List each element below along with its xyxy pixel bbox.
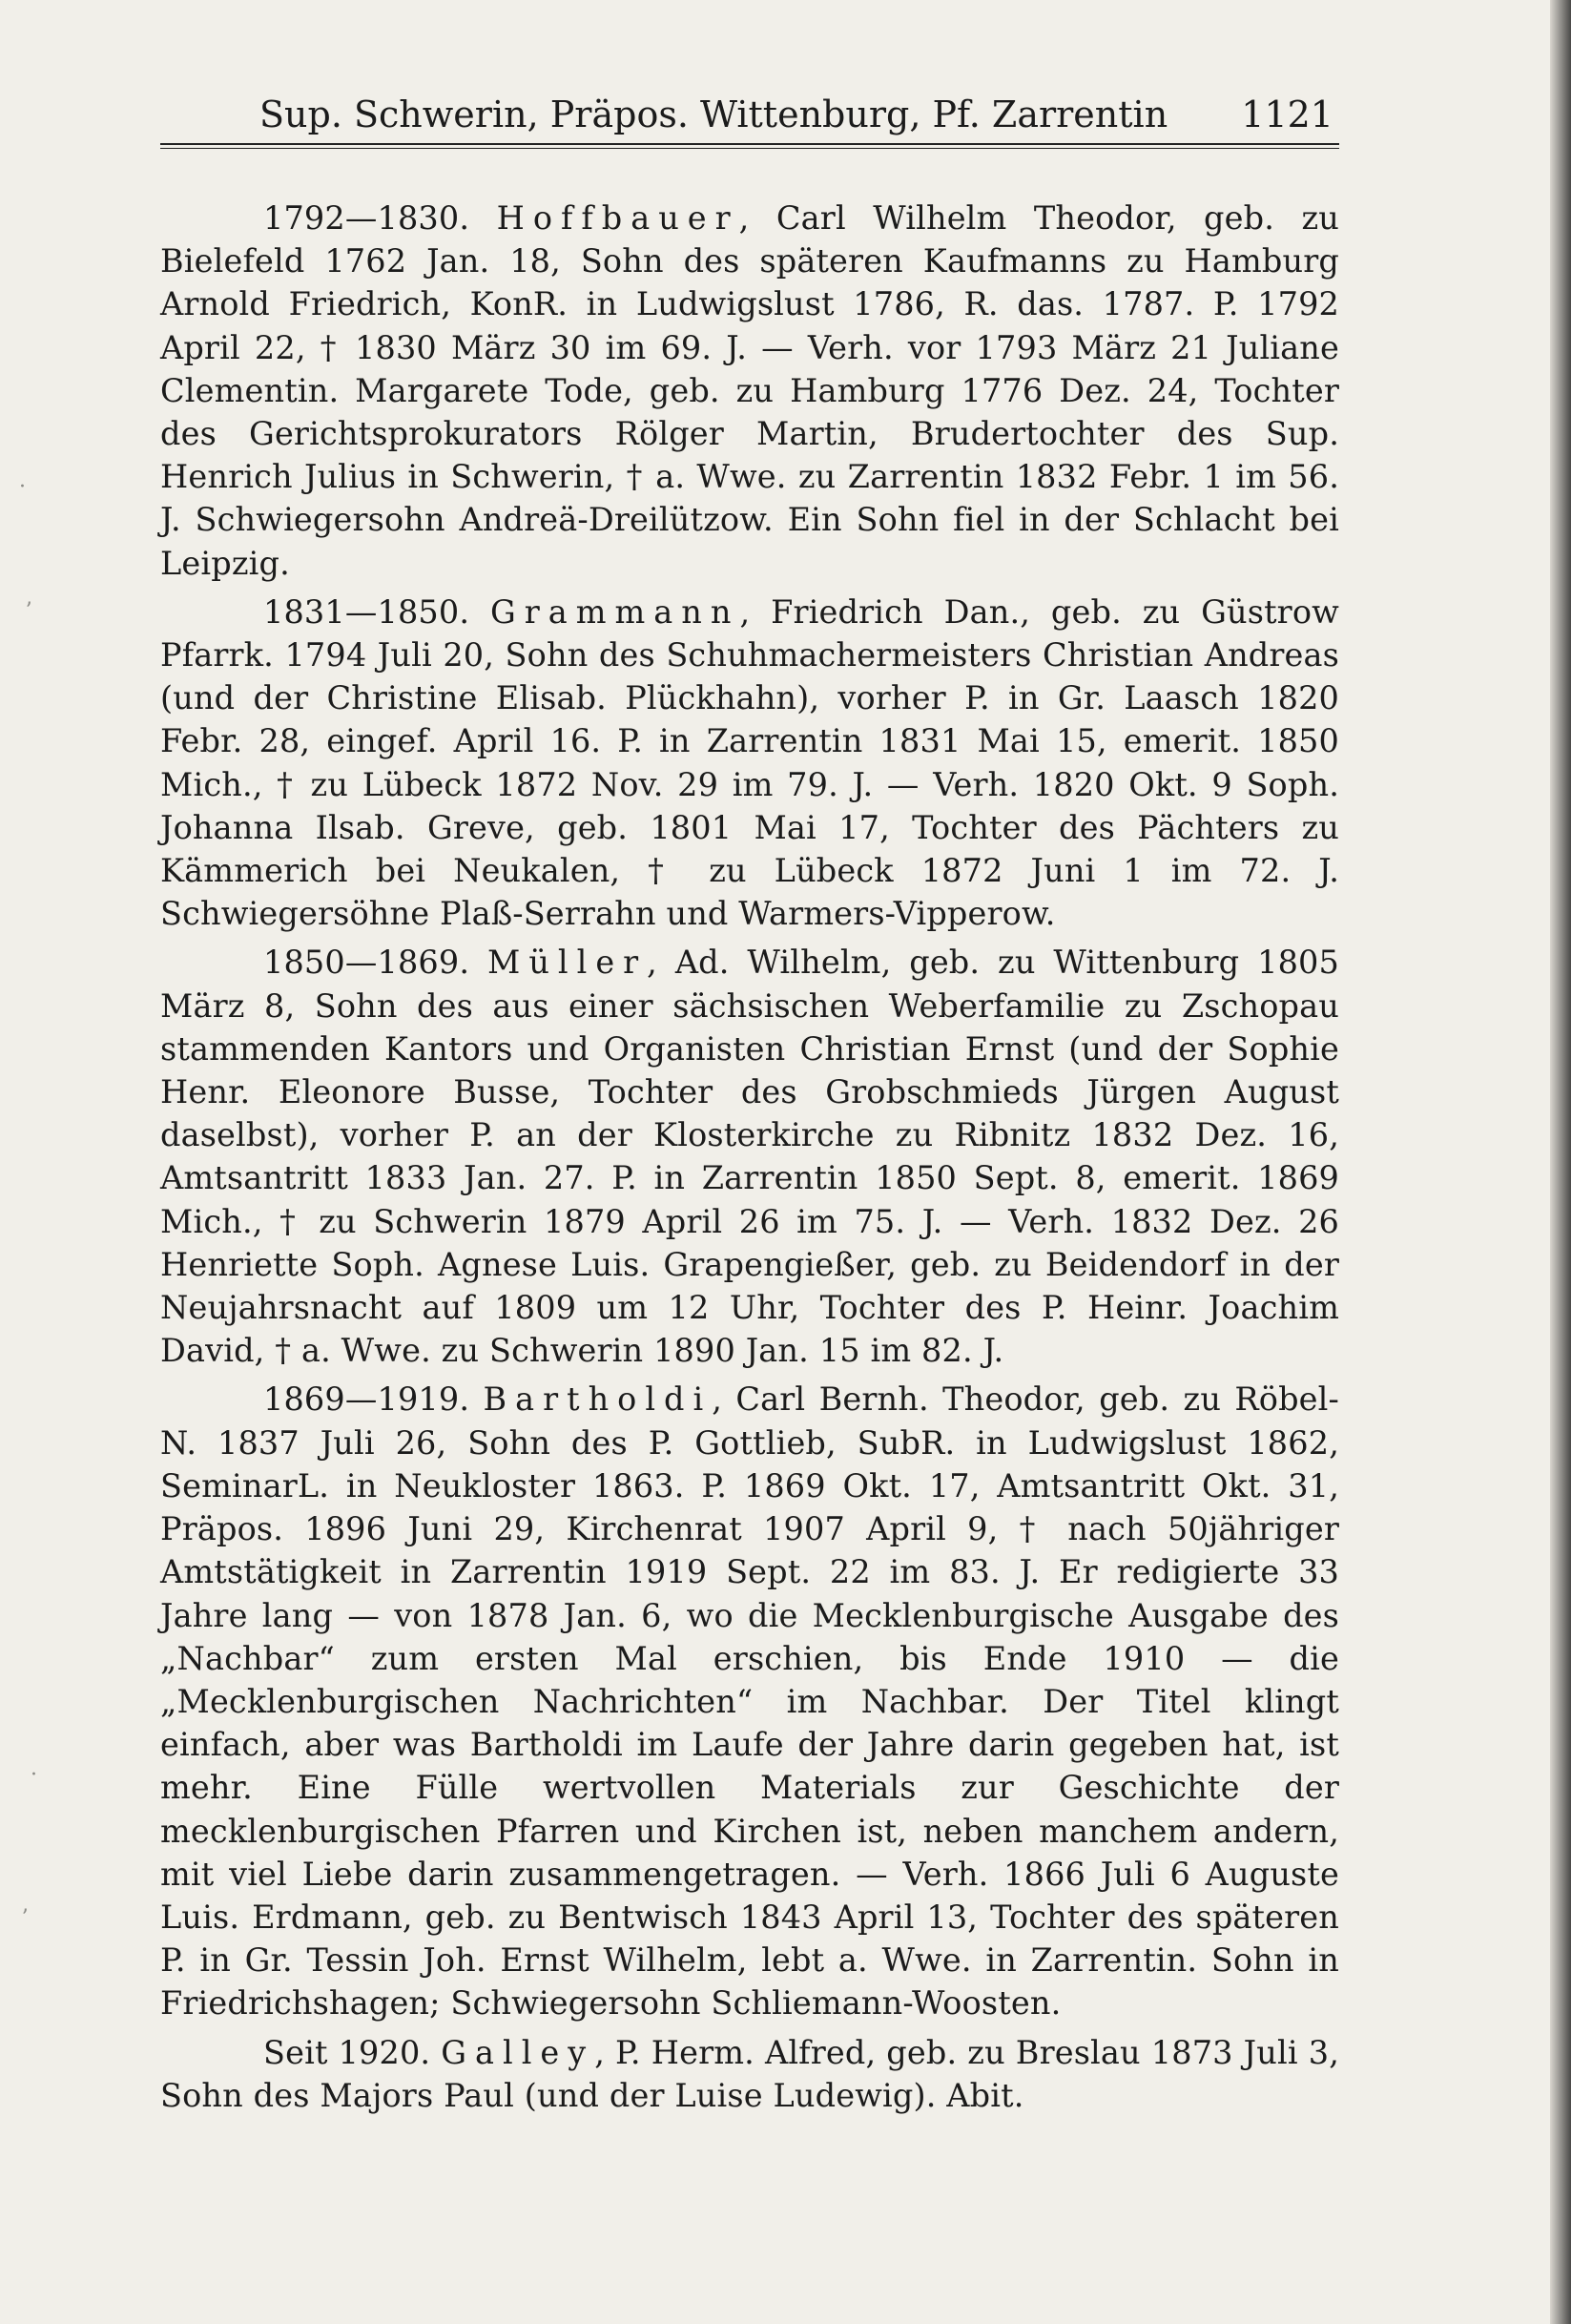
entry-name: Galley: [441, 2033, 595, 2071]
pastor-entry-hoffbauer: [160, 197, 1339, 585]
entry-text: , P. Herm. Alfred, geb. zu Breslau 1873 Juli 3, Sohn des Majors Paul (und der Luise Ludewig). Abit.: [160, 2033, 1339, 2114]
entry-text: , Friedrich Dan., geb. zu Güstrow Pfarrk. 1794 Juli 20, Sohn des Schuhmachermeisters Christian Andreas (und der Christine Elisab. Plückhahn), vorher P. in Gr. Laasch 1820 Febr. 28, eingef. April 16. P. in Zarrentin 1831 Mai 15, emerit. 1850 Mich., † zu Lübeck 1872 Nov. 29 im 79. J. — Verh. 1820 Okt. 9 Soph. Johanna Ilsab. Greve, geb. 1801 Mai 17, Tochter des Pächters zu Kämmerich bei Neukalen, † zu Lübeck 1872 Juni 1 im 72. J. Schwiegersöhne Plaß-Serrahn und Warmers-Vipperow.: [160, 592, 1339, 933]
margin-speck: ʼ: [25, 599, 31, 623]
pastor-entry-bartholdi: [160, 1378, 1339, 2024]
entry-text: , Ad. Wilhelm, geb. zu Wittenburg 1805 März 8, Sohn des aus einer sächsischen Weberfamilie zu Zschopau stammenden Kantors und Organisten Christian Ernst (und der Sophie Henr. Eleonore Busse, Tochter des Grobschmieds Jürgen August daselbst), vorher P. an der Klosterkirche zu Ribnitz 1832 Dez. 16, Amtsantritt 1833 Jan. 27. P. in Zarrentin 1850 Sept. 8, emerit. 1869 Mich., † zu Schwerin 1879 April 26 im 75. J. — Verh. 1832 Dez. 26 Henriette Soph. Agnese Luis. Grapengießer, geb. zu Beidendorf in der Neujahrsnacht auf 1809 um 12 Uhr, Tochter des P. Heinr. Joachim David, † a. Wwe. zu Schwerin 1890 Jan. 15 im 82. J.: [160, 944, 1339, 1370]
entry-name: Grammann: [490, 592, 740, 631]
entry-text: , Carl Wilhelm Theodor, geb. zu Bielefeld 1762 Jan. 18, Sohn des späteren Kaufmanns zu Hamburg Arnold Friedrich, KonR. in Ludwigslust 1786, R. das. 1787. P. 1792 April 22, † 1830 März 30 im 69. J. — Verh. vor 1793 März 21 Juliane Clementin. Margarete Tode, geb. zu Hamburg 1776 Dez. 24, Tochter des Gerichtsprokurators Rölger Martin, Brudertochter des Sup. Henrich Julius in Schwerin, † a. Wwe. zu Zarrentin 1832 Febr. 1 im 56. J. Schwiegersohn Andreä-Dreilützow. Ein Sohn fiel in der Schlacht bei Leipzig.: [160, 199, 1339, 582]
pastor-entry-galley: [160, 2031, 1339, 2117]
page-number: 1121: [1241, 93, 1333, 135]
running-head-title: Sup. Schwerin, Präpos. Wittenburg, Pf. Zarrentin: [259, 93, 1168, 135]
entry-years: 1850—1869.: [263, 944, 470, 982]
book-page: [160, 92, 1339, 2123]
entry-name: Müller: [487, 944, 648, 982]
pastor-entries: [160, 197, 1339, 2117]
entry-years: 1869—1919.: [263, 1380, 470, 1419]
margin-speck: ʼ: [21, 1906, 28, 1930]
entry-name: Bartholdi: [483, 1380, 713, 1419]
header-rule: [160, 143, 1339, 149]
scan-page-edge: [1550, 0, 1571, 2324]
entry-years: 1831—1850.: [263, 592, 470, 631]
pastor-entry-mueller: [160, 941, 1339, 1372]
margin-speck: ·: [31, 1763, 37, 1787]
entry-years: 1792—1830.: [263, 199, 470, 237]
margin-speck: ·: [19, 475, 26, 499]
pastor-entry-grammann: [160, 591, 1339, 936]
entry-years: Seit 1920.: [263, 2033, 431, 2071]
entry-text: , Carl Bernh. Theodor, geb. zu Röbel-N. 1837 Juli 26, Sohn des P. Gottlieb, SubR. in Ludwigslust 1862, SeminarL. in Neukloster 1863. P. 1869 Okt. 17, Amtsantritt Okt. 31, Präpos. 1896 Juni 29, Kirchenrat 1907 April 9, † nach 50jähriger Amtstätigkeit in Zarrentin 1919 Sept. 22 im 83. J. Er redigierte 33 Jahre lang — von 1878 Jan. 6, wo die Mecklenburgische Ausgabe des „Nachbar“ zum ersten Mal erschien, bis Ende 1910 — die „Mecklenburgischen Nachrichten“ im Nachbar. Der Titel klingt einfach, aber was Bartholdi im Laufe der Jahre darin gegeben hat, ist mehr. Eine Fülle wertvollen Materials zur Geschichte der mecklenburgischen Pfarren und Kirchen ist, neben manchem andern, mit viel Liebe darin zusammengetragen. — Verh. 1866 Juli 6 Auguste Luis. Erdmann, geb. zu Bentwisch 1843 April 13, Tochter des späteren P. in Gr. Tessin Joh. Ernst Wilhelm, lebt a. Wwe. in Zarrentin. Sohn in Friedrichshagen; Schwiegersohn Schliemann-Woosten.: [160, 1380, 1339, 2023]
running-head: [160, 92, 1339, 137]
entry-name: Hoffbauer: [496, 199, 739, 237]
